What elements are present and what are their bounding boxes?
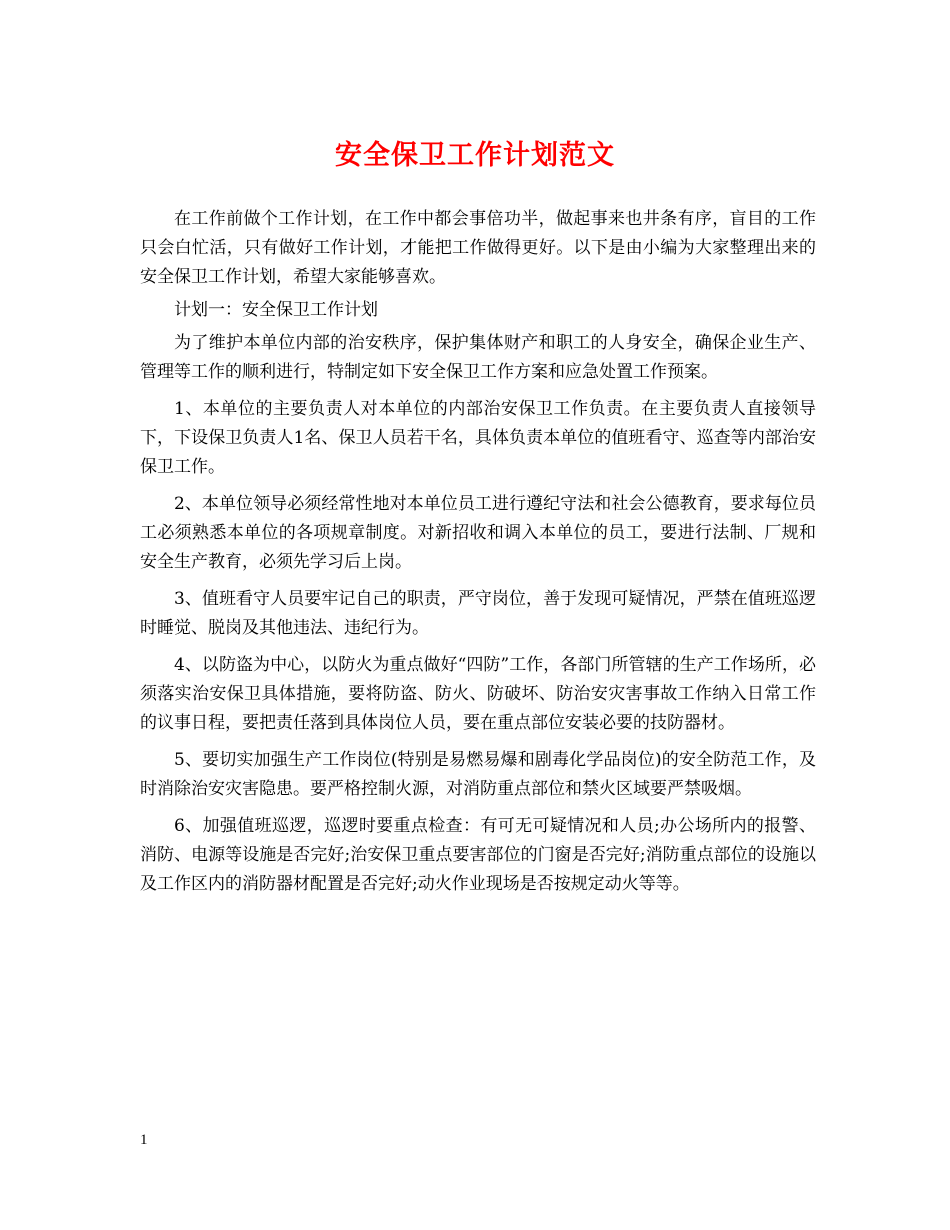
paragraph-item-1: 1、本单位的主要负责人对本单位的内部治安保卫工作负责。在主要负责人直接领导下，下设保卫负责人1名、保卫人员若干名，具体负责本单位的值班看守、巡查等内部治安保卫工作。: [140, 399, 816, 477]
paragraph-plan-heading: 计划一：安全保卫工作计划: [174, 300, 378, 320]
paragraph-item-6: 6、加强值班巡逻，巡逻时要重点检查：有可无可疑情况和人员;办公场所内的报警、消防、电源等设施是否完好;治安保卫重点要害部位的门窗是否完好;消防重点部位的设施以及工作区内的消防器材配置是否完好;动火作业现场是否按规定动火等等。: [140, 816, 816, 894]
paragraph-purpose: 为了维护本单位内部的治安秩序，保护集体财产和职工的人身安全，确保企业生产、管理等工作的顺利进行，特制定如下安全保卫工作方案和应急处置工作预案。: [140, 333, 816, 382]
paragraph-item-5: 5、要切实加强生产工作岗位(特别是易燃易爆和剧毒化学品岗位)的安全防范工作，及时消除治安灾害隐患。要严格控制火源，对消防重点部位和禁火区域要严禁吸烟。: [140, 750, 816, 799]
paragraph-intro: 在工作前做个工作计划，在工作中都会事倍功半，做起事来也井条有序，盲目的工作只会白忙活，只有做好工作计划，才能把工作做得更好。以下是由小编为大家整理出来的安全保卫工作计划，希望大家能够喜欢。: [140, 209, 816, 287]
paragraph-item-2: 2、本单位领导必须经常性地对本单位员工进行遵纪守法和社会公德教育，要求每位员工必须熟悉本单位的各项规章制度。对新招收和调入本单位的员工，要进行法制、厂规和安全生产教育，必须先学习后上岗。: [140, 494, 816, 572]
page-number: 1: [140, 1132, 148, 1148]
document-title: 安全保卫工作计划范文: [335, 140, 615, 171]
paragraph-item-3: 3、值班看守人员要牢记自己的职责，严守岗位，善于发现可疑情况，严禁在值班巡逻时睡觉、脱岗及其他违法、违纪行为。: [140, 589, 816, 638]
paragraph-item-4: 4、以防盗为中心，以防火为重点做好“四防”工作，各部门所管辖的生产工作场所，必须落实治安保卫具体措施，要将防盗、防火、防破坏、防治安灾害事故工作纳入日常工作的议事日程，要把责任落到具体岗位人员，要在重点部位安装必要的技防器材。: [140, 655, 816, 733]
document-body: [140, 205, 816, 907]
